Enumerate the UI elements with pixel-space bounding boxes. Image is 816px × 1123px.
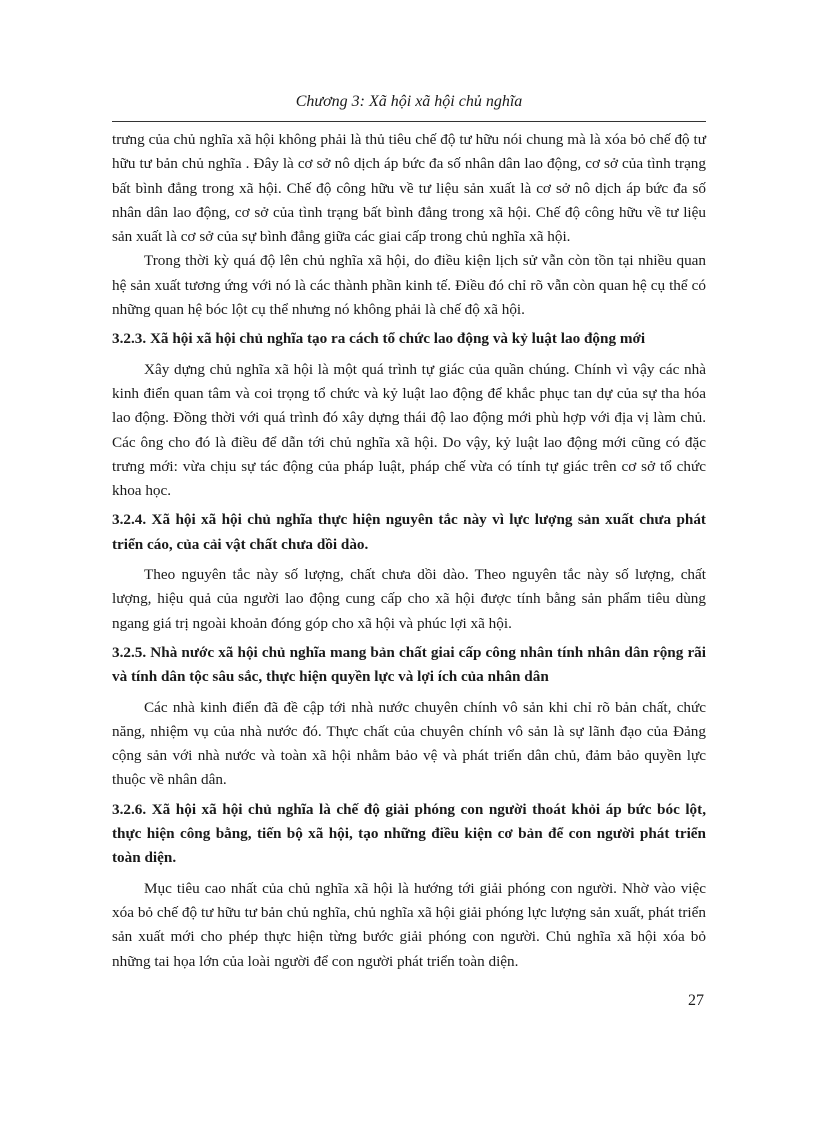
paragraph-distribution-principle: Theo nguyên tắc này số lượng, chất chưa dồi dào. Theo nguyên tắc này số lượng, chất lượng, hiệu quả của người lao động cung cấp cho xã hội được tính bằng sản phẩm tiêu dùng ngang giá trị ngoài khoản đóng góp cho xã hội và phúc lợi xã hội. [112, 566, 706, 632]
section-heading-3-2-4: 3.2.4. Xã hội xã hội chủ nghĩa thực hiện nguyên tắc này vì lực lượng sản xuất chưa phát triển cáo, của cải vật chất chưa dồi dào. [112, 511, 706, 553]
paragraph-transition-period: Trong thời kỳ quá độ lên chủ nghĩa xã hội, do điều kiện lịch sử vẫn còn tồn tại nhiều quan hệ sản xuất tương ứng với nó là các thành phần kinh tế. Điều đó chỉ rõ vẫn còn quan hệ cụ thể có những quan hệ bóc lột cụ thể nhưng nó không phải là chế độ xã hội. [112, 252, 706, 319]
paragraph-labor-discipline: Xây dựng chủ nghĩa xã hội là một quá trình tự giác của quần chúng. Chính vì vậy các nhà kinh điển quan tâm và coi trọng tổ chức và kỷ luật lao động để khắc phục tan dự của sự tha hóa lao động. Đồng thời với quá trình đó xây dựng thái độ lao động mới phù hợp với địa vị làm chủ. Các ông cho đó là điều để dẫn tới chủ nghĩa xã hội. Do vậy, kỷ luật lao động mới cũng có đặc trưng mới: vừa chịu sự tác động của pháp luật, pháp chế vừa có tính tự giác trên cơ sở tổ chức khoa học. [112, 360, 706, 500]
section-heading-3-2-5: 3.2.5. Nhà nước xã hội chủ nghĩa mang bản chất giai cấp công nhân tính nhân dân rộng rãi và tính dân tộc sâu sắc, thực hiện quyền lực và lợi ích của nhân dân [112, 643, 706, 686]
header-divider [112, 121, 706, 122]
page-number: 27 [688, 992, 704, 1009]
paragraph-state: Các nhà kinh điển đã đề cập tới nhà nước chuyên chính vô sản khi chỉ rõ bản chất, chức năng, nhiệm vụ của nhà nước đó. Thực chất của chuyên chính vô sản là sự lãnh đạo của Đảng cộng sản với nhà nước và toàn xã hội nhằm bảo vệ và phát triển dân chủ, đảm bảo quyền lực thuộc về nhân dân. [112, 698, 706, 789]
section-heading-3-2-3: 3.2.3. Xã hội xã hội chủ nghĩa tạo ra cách tổ chức lao động và kỷ luật lao động mới [112, 330, 646, 348]
page-body [112, 128, 706, 974]
page-header: Chương 3: Xã hội xã hội chủ nghĩa [295, 93, 523, 110]
section-heading-3-2-6: 3.2.6. Xã hội xã hội chủ nghĩa là chế độ giải phóng con người thoát khỏi áp bức bóc lột, thực hiện công bằng, tiến bộ xã hội, tạo những điều kiện cơ bản để con người phát triển toàn diện. [112, 800, 706, 867]
paragraph-continuation: trưng của chủ nghĩa xã hội không phải là thủ tiêu chế độ tư hữu nói chung mà là xóa bỏ chế độ tư hữu tư bản chủ nghĩa . Đây là cơ sở nô dịch áp bức đa số nhân dân lao động, cơ sở của tình trạng bất bình đẳng trong xã hội. Chế độ công hữu về tư liệu sản xuất là cơ sở nô dịch áp bức đa số nhân dân lao động, cơ sở của tình trạng bất bình đẳng trong xã hội. Chế độ công hữu về tư liệu sản xuất là cơ sở của sự bình đẳng giữa các giai cấp trong chủ nghĩa xã hội. [112, 131, 706, 246]
paragraph-liberation: Mục tiêu cao nhất của chủ nghĩa xã hội là hướng tới giải phóng con người. Nhờ vào việc xóa bỏ chế độ tư hữu tư bản chủ nghĩa, chủ nghĩa xã hội giải phóng lực lượng sản xuất, phát triển sản xuất mới cho phép thực hiện từng bước giải phóng con người. Chủ nghĩa xã hội xóa bỏ những tai họa lớn của loài người để con người phát triển toàn diện. [112, 879, 706, 970]
